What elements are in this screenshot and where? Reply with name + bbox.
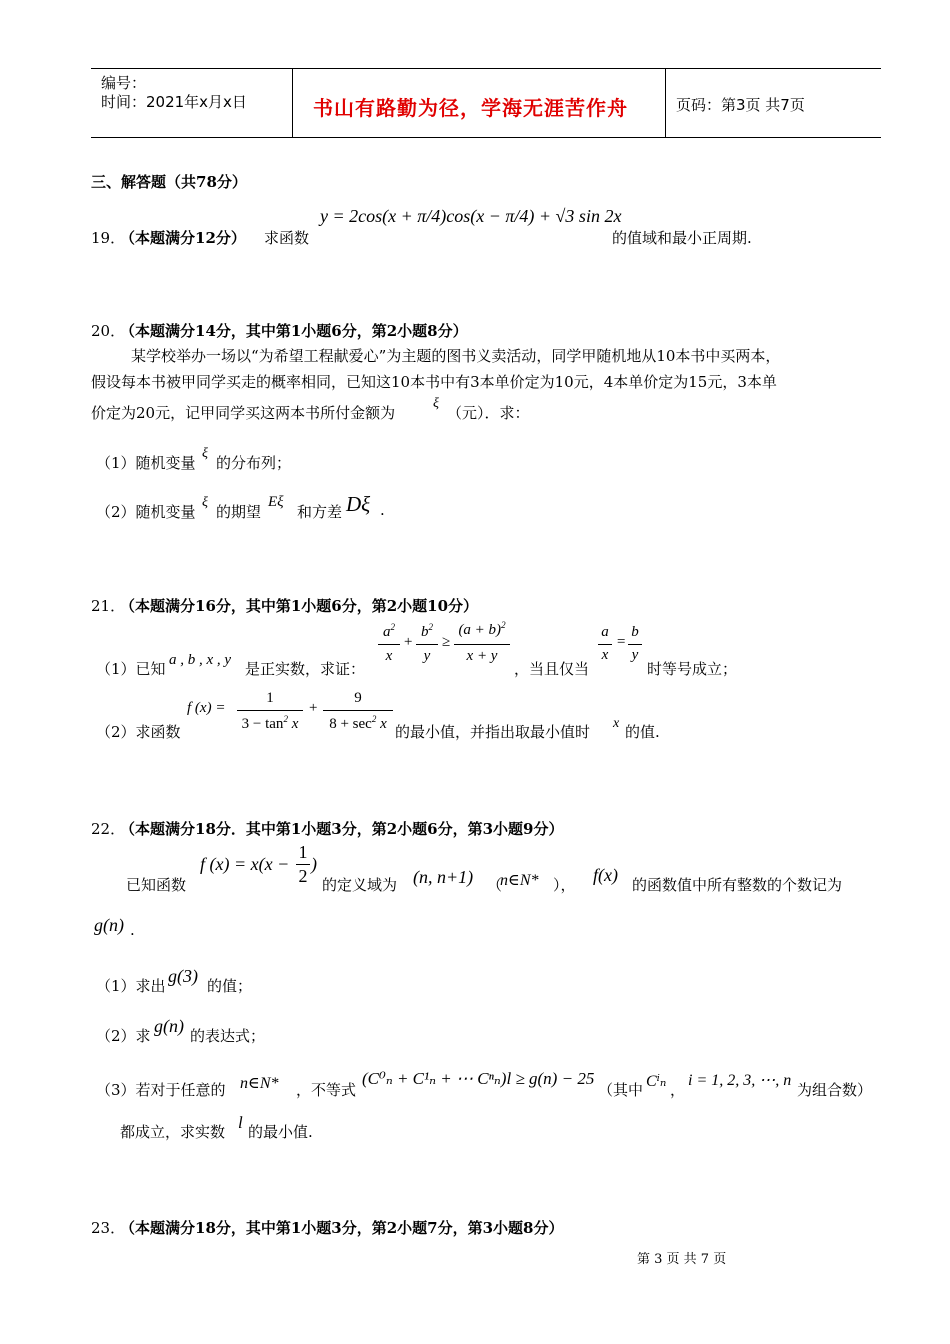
q22-part2-gn: g(n) xyxy=(154,1016,184,1036)
q20-part1-xi: ξ xyxy=(202,446,208,461)
q20-line3b: （元）．求： xyxy=(447,404,530,422)
q19-score: （本题满分12分） xyxy=(120,229,246,247)
q20-line1: 某学校举办一场以“为希望工程献爱心”为主题的图书义卖活动，同学甲随机地从10本书中买两本， xyxy=(131,347,781,365)
section-title: 三、解答题（共78分） xyxy=(91,173,247,191)
q20-part2-d: . xyxy=(380,501,385,519)
q22-fx: f(x) xyxy=(593,865,618,885)
q22-score: （本题满分18分．其中第1小题3分，第2小题6分，第3小题9分） xyxy=(120,820,564,838)
q23-score: （本题满分18分，其中第1小题3分，第2小题7分，第3小题8分） xyxy=(120,1219,564,1237)
q20-part2-b: 的期望 xyxy=(216,503,262,521)
q22-part3-f: 的最小值. xyxy=(248,1123,313,1141)
q22-line1-c: （ xyxy=(487,876,503,894)
q20-part2-a: （2）随机变量 xyxy=(96,503,196,521)
q22-line1-e: 的函数值中所有整数的个数记为 xyxy=(632,876,843,894)
q22-line1-b: 的定义域为 xyxy=(322,876,398,894)
q22-line1-a: 已知函数 xyxy=(126,876,187,894)
q21-part1-d: 时等号成立； xyxy=(647,660,738,678)
q21-number: 21． xyxy=(91,597,126,615)
q22-part3-e: 都成立，求实数 xyxy=(120,1123,226,1141)
q21-part1-a: （1）已知 xyxy=(96,660,166,678)
slogan: 书山有路勤为径，学海无涯苦作舟 xyxy=(313,96,628,120)
q19-formula: y = 2cos(x + π/4)cos(x − π/4) + √3 sin 2x xyxy=(320,206,622,226)
q22-gn: g(n) xyxy=(94,915,124,935)
q22-domain: (n, n+1) xyxy=(413,867,474,887)
q21-part2-a: （2）求函数 xyxy=(96,723,181,741)
q23-number: 23． xyxy=(91,1219,126,1237)
q21-part1-c: ，当且仅当 xyxy=(514,660,590,678)
q22-comma: ， xyxy=(670,1081,686,1099)
q22-part2-b: 的表达式； xyxy=(190,1027,266,1045)
q22-part3-a: （3）若对于任意的 xyxy=(96,1081,226,1099)
q20-part1-b: 的分布列； xyxy=(216,454,292,472)
q21-part1-b: 是正实数，求证： xyxy=(245,660,366,678)
q20-number: 20． xyxy=(91,322,126,340)
q20-part2-xi: ξ xyxy=(202,495,208,510)
q22-line1-d: ）， xyxy=(553,876,576,894)
q20-score: （本题满分14分，其中第1小题6分，第2小题8分） xyxy=(120,322,468,340)
q20-xi: ξ xyxy=(433,396,439,411)
q19-prefix: 求函数 xyxy=(264,229,310,247)
serial-label: 编号： xyxy=(101,74,147,92)
q22-part3-b: ，不等式 xyxy=(296,1081,357,1099)
q19-suffix: 的值域和最小正周期. xyxy=(612,229,752,247)
q22-g3: g(3) xyxy=(168,966,198,986)
q22-part3-c: （其中 xyxy=(598,1081,644,1099)
q22-part1-b: 的值； xyxy=(207,977,253,995)
q22-part3-n-in-N: n∈N* xyxy=(240,1075,279,1092)
q22-part3-d: 为组合数） xyxy=(797,1081,873,1099)
q22-l: l xyxy=(238,1113,243,1132)
q21-score: （本题满分16分，其中第1小题6分，第2小题10分） xyxy=(120,597,479,615)
q21-variables: a , b , x , y xyxy=(169,652,232,668)
q22-line2: . xyxy=(130,921,135,939)
q22-number: 22． xyxy=(91,820,126,838)
q22-index-set: i = 1, 2, 3, ⋯, n xyxy=(688,1072,792,1089)
footer-page-number: 第 3 页 共 7 页 xyxy=(637,1252,727,1267)
q19-number: 19． xyxy=(91,229,126,247)
q22-n-in-N: n∈N* xyxy=(500,872,539,889)
q22-part2-a: （2）求 xyxy=(96,1027,151,1045)
q22-inequality: (C⁰ₙ + C¹ₙ + ⋯ Cⁿₙ)l ≥ g(n) − 25 xyxy=(362,1069,595,1088)
q21-part2-c: 的值. xyxy=(625,723,660,741)
q20-variance: Dξ xyxy=(346,492,371,516)
q22-combination: Cⁱₙ xyxy=(646,1073,667,1090)
q20-part2-c: 和方差 xyxy=(297,503,343,521)
q22-part1-a: （1）求出 xyxy=(96,977,166,995)
q21-x: x xyxy=(613,716,620,731)
q20-part1-a: （1）随机变量 xyxy=(96,454,196,472)
page-label: 页码：第3页 共7页 xyxy=(676,96,805,114)
q20-line3a: 价定为20元，记甲同学买这两本书所付金额为 xyxy=(91,404,396,422)
time-label: 时间：2021年x月x日 xyxy=(101,93,247,111)
q20-expectation: Eξ xyxy=(268,494,284,510)
q21-part2-b: 的最小值，并指出取最小值时 xyxy=(395,723,591,741)
q20-line2: 假设每本书被甲同学买走的概率相同，已知这10本书中有3本单价定为10元，4本单价定为15元，3本单 xyxy=(91,373,777,391)
